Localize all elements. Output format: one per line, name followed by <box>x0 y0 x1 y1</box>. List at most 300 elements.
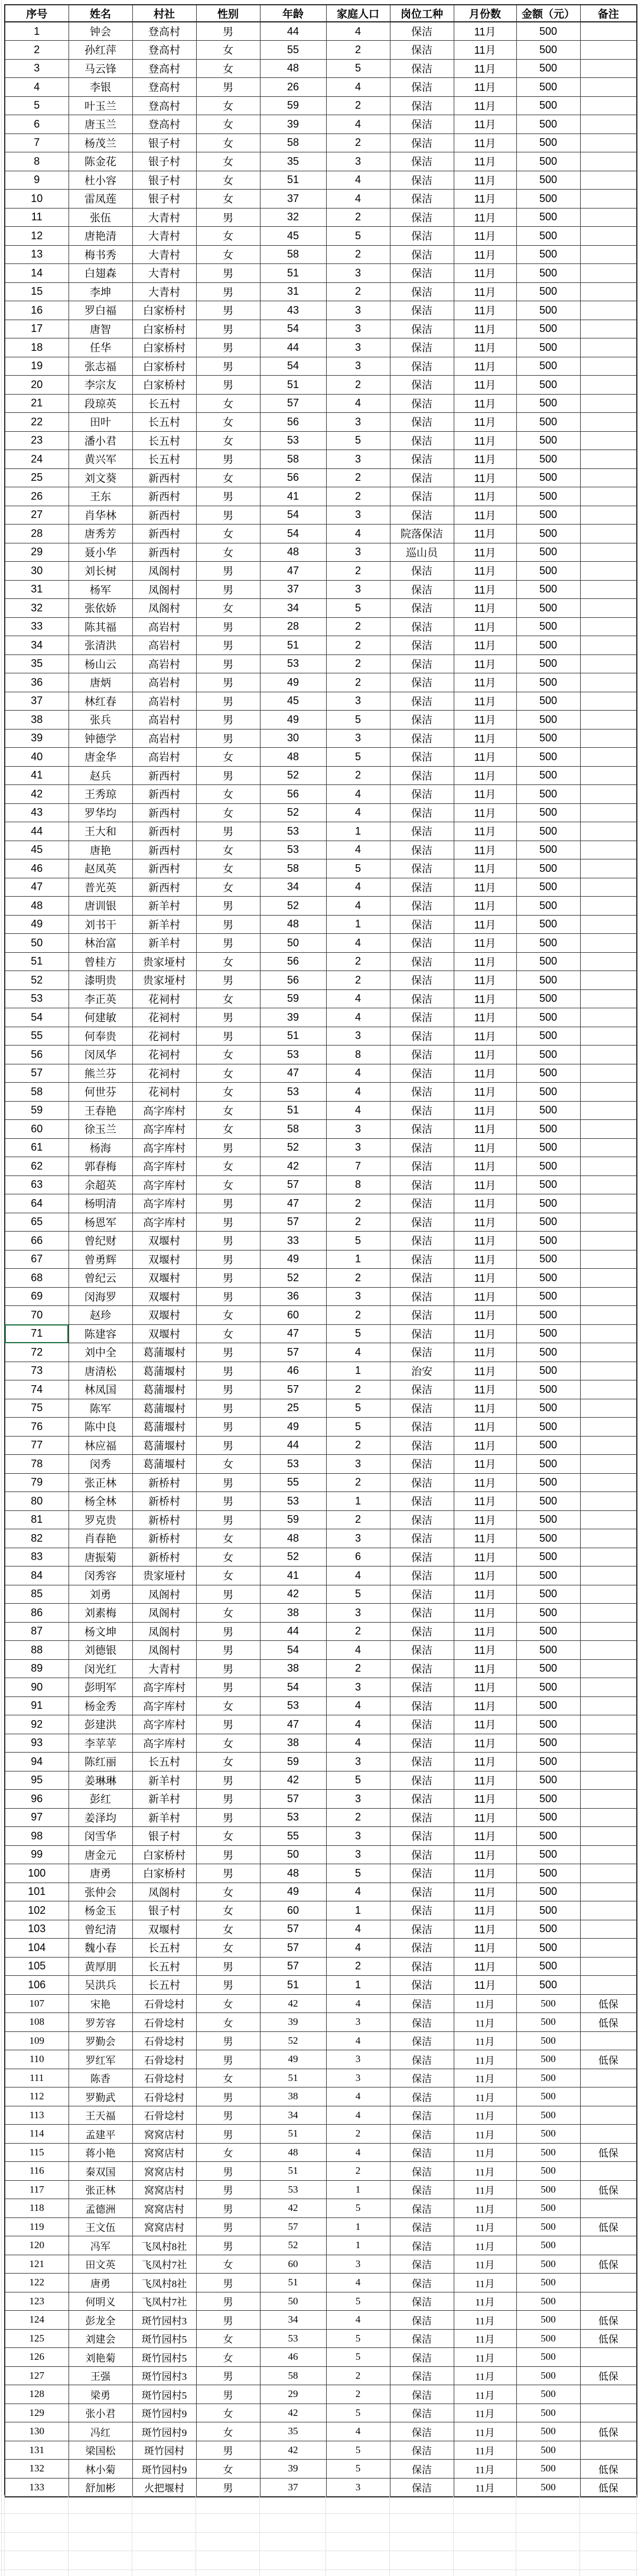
cell-r58-c6[interactable]: 4 <box>326 1083 390 1102</box>
cell-r63-c5[interactable]: 57 <box>260 1175 326 1194</box>
cell-r63-c3[interactable]: 高字库村 <box>132 1175 196 1194</box>
cell-r39-c9[interactable]: 500 <box>516 729 580 748</box>
cell-r32-c3[interactable]: 凤阁村 <box>132 599 196 618</box>
cell-r30-c8[interactable]: 11月 <box>454 562 516 581</box>
cell-r61-c8[interactable]: 11月 <box>454 1138 516 1157</box>
cell-r16-c6[interactable]: 3 <box>326 301 390 320</box>
cell-r85-c9[interactable]: 500 <box>516 1585 580 1604</box>
cell-r46-c1[interactable]: 46 <box>5 859 69 878</box>
cell-r25-c2[interactable]: 刘文葵 <box>69 468 132 487</box>
cell-r18-c8[interactable]: 11月 <box>454 338 516 357</box>
cell-r5-c4[interactable]: 女 <box>196 96 260 115</box>
cell-r70-c5[interactable]: 60 <box>260 1306 326 1325</box>
cell-r7-c4[interactable]: 女 <box>196 133 260 152</box>
cell-r118-c7[interactable]: 保洁 <box>390 2199 454 2218</box>
cell-r129-c2[interactable]: 张小君 <box>69 2404 132 2422</box>
cell-r82-c4[interactable]: 女 <box>196 1529 260 1548</box>
cell-r21-c5[interactable]: 57 <box>260 394 326 413</box>
cell-r17-c9[interactable]: 500 <box>516 320 580 338</box>
cell-r35-c9[interactable]: 500 <box>516 654 580 673</box>
cell-r60-c2[interactable]: 徐玉兰 <box>69 1120 132 1139</box>
cell-r22-c1[interactable]: 22 <box>5 413 69 432</box>
cell-r79-c10[interactable] <box>580 1473 637 1492</box>
cell-r42-c9[interactable]: 500 <box>516 785 580 804</box>
cell-r129-c10[interactable] <box>580 2404 637 2422</box>
cell-r32-c9[interactable]: 500 <box>516 599 580 618</box>
cell-r65-c9[interactable]: 500 <box>516 1213 580 1232</box>
cell-r85-c2[interactable]: 刘勇 <box>69 1585 132 1604</box>
cell-r50-c7[interactable]: 保洁 <box>390 934 454 953</box>
cell-r121-c10[interactable]: 低保 <box>580 2255 637 2274</box>
cell-r13-c6[interactable]: 2 <box>326 245 390 264</box>
cell-r64-c3[interactable]: 高字库村 <box>132 1194 196 1213</box>
cell-r84-c8[interactable]: 11月 <box>454 1567 516 1585</box>
cell-r94-c5[interactable]: 59 <box>260 1753 326 1771</box>
cell-r94-c6[interactable]: 3 <box>326 1753 390 1771</box>
cell-r115-c6[interactable]: 4 <box>326 2143 390 2162</box>
cell-r73-c2[interactable]: 唐清松 <box>69 1362 132 1380</box>
cell-r30-c10[interactable] <box>580 562 637 581</box>
cell-r121-c6[interactable]: 3 <box>326 2255 390 2274</box>
cell-r31-c4[interactable]: 男 <box>196 580 260 599</box>
cell-r17-c7[interactable]: 保洁 <box>390 320 454 338</box>
cell-r86-c7[interactable]: 保洁 <box>390 1604 454 1623</box>
cell-r92-c5[interactable]: 47 <box>260 1715 326 1734</box>
cell-r132-c9[interactable]: 500 <box>516 2460 580 2479</box>
cell-r3-c2[interactable]: 马云锋 <box>69 59 132 78</box>
cell-r36-c3[interactable]: 高岩村 <box>132 673 196 692</box>
cell-r128-c6[interactable]: 2 <box>326 2385 390 2404</box>
cell-r23-c9[interactable]: 500 <box>516 431 580 450</box>
cell-r100-c6[interactable]: 5 <box>326 1864 390 1883</box>
cell-r105-c7[interactable]: 保洁 <box>390 1957 454 1976</box>
cell-r100-c4[interactable]: 男 <box>196 1864 260 1883</box>
cell-r85-c1[interactable]: 85 <box>5 1585 69 1604</box>
cell-r118-c10[interactable] <box>580 2199 637 2218</box>
cell-r106-c3[interactable]: 长五村 <box>132 1976 196 1995</box>
cell-r78-c1[interactable]: 78 <box>5 1455 69 1474</box>
cell-r48-c5[interactable]: 52 <box>260 897 326 916</box>
cell-r34-c9[interactable]: 500 <box>516 636 580 655</box>
cell-r2-c1[interactable]: 2 <box>5 41 69 60</box>
cell-r77-c5[interactable]: 44 <box>260 1436 326 1455</box>
cell-r105-c3[interactable]: 长五村 <box>132 1957 196 1976</box>
cell-r124-c3[interactable]: 斑竹园村3 <box>132 2311 196 2330</box>
cell-r83-c8[interactable]: 11月 <box>454 1548 516 1567</box>
cell-r122-c7[interactable]: 保洁 <box>390 2274 454 2292</box>
cell-r114-c9[interactable]: 500 <box>516 2125 580 2144</box>
cell-r118-c8[interactable]: 11月 <box>454 2199 516 2218</box>
cell-r88-c8[interactable]: 11月 <box>454 1641 516 1660</box>
cell-r132-c1[interactable]: 132 <box>5 2460 69 2479</box>
cell-r74-c3[interactable]: 葛蒲堰村 <box>132 1380 196 1399</box>
cell-r35-c1[interactable]: 35 <box>5 654 69 673</box>
cell-r15-c4[interactable]: 男 <box>196 282 260 301</box>
cell-r55-c2[interactable]: 何奉贵 <box>69 1027 132 1046</box>
cell-r108-c8[interactable]: 11月 <box>454 2013 516 2032</box>
cell-r129-c4[interactable]: 女 <box>196 2404 260 2422</box>
cell-r128-c8[interactable]: 11月 <box>454 2385 516 2404</box>
cell-r122-c10[interactable] <box>580 2274 637 2292</box>
cell-r49-c3[interactable]: 新羊村 <box>132 915 196 934</box>
cell-r33-c8[interactable]: 11月 <box>454 617 516 636</box>
cell-r65-c6[interactable]: 2 <box>326 1213 390 1232</box>
cell-r102-c9[interactable]: 500 <box>516 1901 580 1920</box>
cell-r87-c3[interactable]: 凤阁村 <box>132 1622 196 1641</box>
cell-r7-c10[interactable] <box>580 133 637 152</box>
cell-r30-c5[interactable]: 47 <box>260 562 326 581</box>
cell-r28-c6[interactable]: 4 <box>326 525 390 543</box>
cell-r49-c5[interactable]: 48 <box>260 915 326 934</box>
cell-r30-c6[interactable]: 2 <box>326 562 390 581</box>
header-cell-months[interactable]: 月份数 <box>454 5 516 22</box>
cell-r69-c3[interactable]: 双堰村 <box>132 1287 196 1306</box>
cell-r58-c3[interactable]: 花祠村 <box>132 1083 196 1102</box>
cell-r100-c7[interactable]: 保洁 <box>390 1864 454 1883</box>
cell-r49-c1[interactable]: 49 <box>5 915 69 934</box>
cell-r126-c10[interactable] <box>580 2348 637 2367</box>
cell-r112-c8[interactable]: 11月 <box>454 2087 516 2106</box>
cell-r44-c9[interactable]: 500 <box>516 822 580 841</box>
cell-r72-c3[interactable]: 葛蒲堰村 <box>132 1343 196 1362</box>
cell-r10-c7[interactable]: 保洁 <box>390 190 454 209</box>
cell-r108-c5[interactable]: 39 <box>260 2013 326 2032</box>
cell-r129-c6[interactable]: 5 <box>326 2404 390 2422</box>
cell-r16-c4[interactable]: 男 <box>196 301 260 320</box>
cell-r82-c3[interactable]: 新桥村 <box>132 1529 196 1548</box>
cell-r53-c8[interactable]: 11月 <box>454 989 516 1008</box>
cell-r14-c8[interactable]: 11月 <box>454 264 516 283</box>
cell-r112-c2[interactable]: 罗勤武 <box>69 2087 132 2106</box>
cell-r122-c5[interactable]: 51 <box>260 2274 326 2292</box>
cell-r34-c7[interactable]: 保洁 <box>390 636 454 655</box>
cell-r47-c5[interactable]: 34 <box>260 878 326 897</box>
cell-r66-c4[interactable]: 男 <box>196 1232 260 1250</box>
cell-r13-c1[interactable]: 13 <box>5 245 69 264</box>
cell-r95-c8[interactable]: 11月 <box>454 1771 516 1790</box>
cell-r114-c4[interactable]: 男 <box>196 2125 260 2144</box>
cell-r51-c7[interactable]: 保洁 <box>390 952 454 971</box>
cell-r82-c9[interactable]: 500 <box>516 1529 580 1548</box>
cell-r100-c5[interactable]: 48 <box>260 1864 326 1883</box>
cell-r127-c3[interactable]: 斑竹园村3 <box>132 2366 196 2385</box>
cell-r131-c7[interactable]: 保洁 <box>390 2441 454 2460</box>
cell-r115-c2[interactable]: 蒋小艳 <box>69 2143 132 2162</box>
cell-r93-c5[interactable]: 38 <box>260 1734 326 1753</box>
cell-r43-c5[interactable]: 52 <box>260 803 326 822</box>
cell-r26-c8[interactable]: 11月 <box>454 487 516 506</box>
cell-r121-c1[interactable]: 121 <box>5 2255 69 2274</box>
cell-r21-c4[interactable]: 女 <box>196 394 260 413</box>
cell-r111-c3[interactable]: 石骨埝村 <box>132 2069 196 2087</box>
cell-r57-c1[interactable]: 57 <box>5 1064 69 1083</box>
cell-r34-c6[interactable]: 2 <box>326 636 390 655</box>
cell-r130-c8[interactable]: 11月 <box>454 2422 516 2441</box>
cell-r24-c10[interactable] <box>580 450 637 469</box>
cell-r71-c7[interactable]: 保洁 <box>390 1324 454 1343</box>
cell-r75-c6[interactable]: 5 <box>326 1399 390 1418</box>
cell-r94-c2[interactable]: 陈红丽 <box>69 1753 132 1771</box>
cell-r55-c9[interactable]: 500 <box>516 1027 580 1046</box>
cell-r108-c2[interactable]: 罗芳容 <box>69 2013 132 2032</box>
cell-r111-c7[interactable]: 保洁 <box>390 2069 454 2087</box>
cell-r90-c9[interactable]: 500 <box>516 1678 580 1697</box>
cell-r67-c1[interactable]: 67 <box>5 1250 69 1269</box>
cell-r130-c2[interactable]: 冯红 <box>69 2422 132 2441</box>
cell-r69-c6[interactable]: 3 <box>326 1287 390 1306</box>
cell-r88-c5[interactable]: 54 <box>260 1641 326 1660</box>
cell-r41-c8[interactable]: 11月 <box>454 766 516 785</box>
cell-r94-c9[interactable]: 500 <box>516 1753 580 1771</box>
cell-r110-c1[interactable]: 110 <box>5 2050 69 2069</box>
cell-r25-c4[interactable]: 女 <box>196 468 260 487</box>
cell-r9-c2[interactable]: 杜小容 <box>69 171 132 190</box>
cell-r89-c6[interactable]: 2 <box>326 1659 390 1678</box>
cell-r15-c6[interactable]: 2 <box>326 282 390 301</box>
cell-r133-c3[interactable]: 火把堰村 <box>132 2478 196 2497</box>
cell-r129-c9[interactable]: 500 <box>516 2404 580 2422</box>
cell-r85-c7[interactable]: 保洁 <box>390 1585 454 1604</box>
cell-r61-c9[interactable]: 500 <box>516 1138 580 1157</box>
cell-r105-c2[interactable]: 黄厚朋 <box>69 1957 132 1976</box>
cell-r131-c5[interactable]: 42 <box>260 2441 326 2460</box>
cell-r59-c4[interactable]: 女 <box>196 1101 260 1120</box>
cell-r104-c1[interactable]: 104 <box>5 1939 69 1958</box>
cell-r45-c5[interactable]: 53 <box>260 841 326 859</box>
cell-r55-c4[interactable]: 男 <box>196 1027 260 1046</box>
cell-r112-c7[interactable]: 保洁 <box>390 2087 454 2106</box>
cell-r34-c1[interactable]: 34 <box>5 636 69 655</box>
cell-r80-c9[interactable]: 500 <box>516 1492 580 1511</box>
cell-r9-c10[interactable] <box>580 171 637 190</box>
cell-r101-c9[interactable]: 500 <box>516 1883 580 1901</box>
cell-r101-c6[interactable]: 4 <box>326 1883 390 1901</box>
cell-r23-c7[interactable]: 保洁 <box>390 431 454 450</box>
cell-r44-c5[interactable]: 53 <box>260 822 326 841</box>
cell-r125-c7[interactable]: 保洁 <box>390 2329 454 2348</box>
cell-r62-c3[interactable]: 高字库村 <box>132 1157 196 1176</box>
cell-r126-c9[interactable]: 500 <box>516 2348 580 2367</box>
cell-r17-c6[interactable]: 3 <box>326 320 390 338</box>
cell-r113-c6[interactable]: 4 <box>326 2106 390 2125</box>
cell-r32-c1[interactable]: 32 <box>5 599 69 618</box>
cell-r60-c3[interactable]: 高字库村 <box>132 1120 196 1139</box>
cell-r126-c8[interactable]: 11月 <box>454 2348 516 2367</box>
cell-r92-c1[interactable]: 92 <box>5 1715 69 1734</box>
cell-r29-c5[interactable]: 48 <box>260 543 326 562</box>
cell-r130-c1[interactable]: 130 <box>5 2422 69 2441</box>
cell-r123-c1[interactable]: 123 <box>5 2292 69 2311</box>
cell-r36-c4[interactable]: 男 <box>196 673 260 692</box>
cell-r29-c2[interactable]: 聂小华 <box>69 543 132 562</box>
cell-r125-c3[interactable]: 斑竹园村5 <box>132 2329 196 2348</box>
cell-r87-c4[interactable]: 男 <box>196 1622 260 1641</box>
cell-r41-c7[interactable]: 保洁 <box>390 766 454 785</box>
cell-r82-c2[interactable]: 肖春艳 <box>69 1529 132 1548</box>
cell-r71-c6[interactable]: 5 <box>326 1324 390 1343</box>
cell-r76-c9[interactable]: 500 <box>516 1418 580 1437</box>
cell-r103-c4[interactable]: 女 <box>196 1920 260 1939</box>
cell-r74-c2[interactable]: 林凤国 <box>69 1380 132 1399</box>
cell-r117-c10[interactable]: 低保 <box>580 2180 637 2199</box>
cell-r7-c3[interactable]: 银子村 <box>132 133 196 152</box>
cell-r63-c9[interactable]: 500 <box>516 1175 580 1194</box>
cell-r99-c6[interactable]: 3 <box>326 1845 390 1864</box>
cell-r59-c6[interactable]: 4 <box>326 1101 390 1120</box>
cell-r110-c5[interactable]: 49 <box>260 2050 326 2069</box>
cell-r47-c8[interactable]: 11月 <box>454 878 516 897</box>
cell-r96-c10[interactable] <box>580 1790 637 1809</box>
cell-r51-c6[interactable]: 2 <box>326 952 390 971</box>
cell-r102-c5[interactable]: 60 <box>260 1901 326 1920</box>
cell-r71-c10[interactable] <box>580 1324 637 1343</box>
cell-r68-c6[interactable]: 2 <box>326 1269 390 1288</box>
cell-r51-c3[interactable]: 贵家垭村 <box>132 952 196 971</box>
cell-r77-c7[interactable]: 保洁 <box>390 1436 454 1455</box>
cell-r84-c10[interactable] <box>580 1567 637 1585</box>
cell-r50-c5[interactable]: 50 <box>260 934 326 953</box>
cell-r126-c5[interactable]: 46 <box>260 2348 326 2367</box>
cell-r109-c1[interactable]: 109 <box>5 2031 69 2050</box>
cell-r104-c6[interactable]: 4 <box>326 1939 390 1958</box>
cell-r16-c10[interactable] <box>580 301 637 320</box>
cell-r41-c9[interactable]: 500 <box>516 766 580 785</box>
cell-r129-c7[interactable]: 保洁 <box>390 2404 454 2422</box>
cell-r3-c3[interactable]: 登高村 <box>132 59 196 78</box>
cell-r26-c9[interactable]: 500 <box>516 487 580 506</box>
cell-r12-c4[interactable]: 女 <box>196 227 260 246</box>
cell-r133-c8[interactable]: 11月 <box>454 2478 516 2497</box>
cell-r1-c10[interactable] <box>580 22 637 41</box>
cell-r81-c5[interactable]: 59 <box>260 1510 326 1529</box>
cell-r20-c5[interactable]: 51 <box>260 376 326 395</box>
cell-r48-c4[interactable]: 男 <box>196 897 260 916</box>
cell-r5-c5[interactable]: 59 <box>260 96 326 115</box>
cell-r86-c1[interactable]: 86 <box>5 1604 69 1623</box>
cell-r57-c5[interactable]: 47 <box>260 1064 326 1083</box>
cell-r53-c2[interactable]: 李正英 <box>69 989 132 1008</box>
cell-r67-c7[interactable]: 保洁 <box>390 1250 454 1269</box>
cell-r74-c8[interactable]: 11月 <box>454 1380 516 1399</box>
cell-r18-c2[interactable]: 任华 <box>69 338 132 357</box>
cell-r108-c4[interactable]: 女 <box>196 2013 260 2032</box>
cell-r52-c4[interactable]: 男 <box>196 971 260 990</box>
cell-r65-c8[interactable]: 11月 <box>454 1213 516 1232</box>
cell-r23-c1[interactable]: 23 <box>5 431 69 450</box>
cell-r101-c10[interactable] <box>580 1883 637 1901</box>
cell-r38-c10[interactable] <box>580 711 637 730</box>
cell-r40-c3[interactable]: 高岩村 <box>132 748 196 767</box>
cell-r73-c10[interactable] <box>580 1362 637 1380</box>
cell-r125-c4[interactable]: 女 <box>196 2329 260 2348</box>
cell-r7-c9[interactable]: 500 <box>516 133 580 152</box>
cell-r7-c2[interactable]: 杨茂兰 <box>69 133 132 152</box>
cell-r83-c5[interactable]: 52 <box>260 1548 326 1567</box>
cell-r107-c9[interactable]: 500 <box>516 1994 580 2013</box>
header-cell-age[interactable]: 年龄 <box>260 5 326 22</box>
cell-r33-c4[interactable]: 男 <box>196 617 260 636</box>
cell-r56-c2[interactable]: 闵凤华 <box>69 1046 132 1064</box>
cell-r40-c1[interactable]: 40 <box>5 748 69 767</box>
cell-r54-c9[interactable]: 500 <box>516 1008 580 1027</box>
cell-r46-c4[interactable]: 女 <box>196 859 260 878</box>
cell-r105-c9[interactable]: 500 <box>516 1957 580 1976</box>
cell-r104-c5[interactable]: 57 <box>260 1939 326 1958</box>
cell-r53-c3[interactable]: 花祠村 <box>132 989 196 1008</box>
cell-r17-c3[interactable]: 白家桥村 <box>132 320 196 338</box>
cell-r113-c3[interactable]: 石骨埝村 <box>132 2106 196 2125</box>
cell-r31-c2[interactable]: 杨军 <box>69 580 132 599</box>
cell-r43-c1[interactable]: 43 <box>5 803 69 822</box>
cell-r83-c4[interactable]: 女 <box>196 1548 260 1567</box>
cell-r87-c7[interactable]: 保洁 <box>390 1622 454 1641</box>
cell-r59-c3[interactable]: 高字库村 <box>132 1101 196 1120</box>
cell-r88-c9[interactable]: 500 <box>516 1641 580 1660</box>
cell-r96-c9[interactable]: 500 <box>516 1790 580 1809</box>
cell-r17-c1[interactable]: 17 <box>5 320 69 338</box>
cell-r75-c10[interactable] <box>580 1399 637 1418</box>
cell-r66-c9[interactable]: 500 <box>516 1232 580 1250</box>
cell-r99-c9[interactable]: 500 <box>516 1845 580 1864</box>
cell-r128-c2[interactable]: 梁勇 <box>69 2385 132 2404</box>
cell-r10-c3[interactable]: 银子村 <box>132 190 196 209</box>
cell-r118-c9[interactable]: 500 <box>516 2199 580 2218</box>
cell-r98-c8[interactable]: 11月 <box>454 1827 516 1846</box>
cell-r12-c9[interactable]: 500 <box>516 227 580 246</box>
cell-r69-c2[interactable]: 闵海罗 <box>69 1287 132 1306</box>
cell-r9-c3[interactable]: 银子村 <box>132 171 196 190</box>
cell-r104-c8[interactable]: 11月 <box>454 1939 516 1958</box>
header-cell-seq[interactable]: 序号 <box>5 5 69 22</box>
cell-r93-c9[interactable]: 500 <box>516 1734 580 1753</box>
cell-r8-c3[interactable]: 银子村 <box>132 152 196 171</box>
cell-r79-c2[interactable]: 张正林 <box>69 1473 132 1492</box>
cell-r37-c5[interactable]: 45 <box>260 692 326 711</box>
cell-r113-c5[interactable]: 34 <box>260 2106 326 2125</box>
cell-r91-c6[interactable]: 4 <box>326 1696 390 1715</box>
cell-r52-c10[interactable] <box>580 971 637 990</box>
cell-r10-c9[interactable]: 500 <box>516 190 580 209</box>
cell-r120-c10[interactable] <box>580 2236 637 2255</box>
cell-r39-c8[interactable]: 11月 <box>454 729 516 748</box>
cell-r54-c6[interactable]: 4 <box>326 1008 390 1027</box>
cell-r124-c6[interactable]: 4 <box>326 2311 390 2330</box>
cell-r19-c7[interactable]: 保洁 <box>390 357 454 376</box>
cell-r89-c1[interactable]: 89 <box>5 1659 69 1678</box>
cell-r29-c8[interactable]: 11月 <box>454 543 516 562</box>
cell-r131-c2[interactable]: 梁国松 <box>69 2441 132 2460</box>
cell-r101-c1[interactable]: 101 <box>5 1883 69 1901</box>
cell-r56-c8[interactable]: 11月 <box>454 1046 516 1064</box>
cell-r116-c1[interactable]: 116 <box>5 2162 69 2181</box>
cell-r106-c5[interactable]: 51 <box>260 1976 326 1995</box>
cell-r104-c4[interactable]: 女 <box>196 1939 260 1958</box>
cell-r28-c3[interactable]: 新西村 <box>132 525 196 543</box>
cell-r46-c10[interactable] <box>580 859 637 878</box>
cell-r120-c1[interactable]: 120 <box>5 2236 69 2255</box>
cell-r35-c5[interactable]: 53 <box>260 654 326 673</box>
cell-r81-c7[interactable]: 保洁 <box>390 1510 454 1529</box>
cell-r120-c5[interactable]: 52 <box>260 2236 326 2255</box>
cell-r44-c3[interactable]: 新西村 <box>132 822 196 841</box>
cell-r70-c6[interactable]: 2 <box>326 1306 390 1325</box>
cell-r12-c7[interactable]: 保洁 <box>390 227 454 246</box>
cell-r54-c8[interactable]: 11月 <box>454 1008 516 1027</box>
cell-r47-c1[interactable]: 47 <box>5 878 69 897</box>
cell-r98-c5[interactable]: 55 <box>260 1827 326 1846</box>
cell-r43-c10[interactable] <box>580 803 637 822</box>
cell-r85-c5[interactable]: 42 <box>260 1585 326 1604</box>
